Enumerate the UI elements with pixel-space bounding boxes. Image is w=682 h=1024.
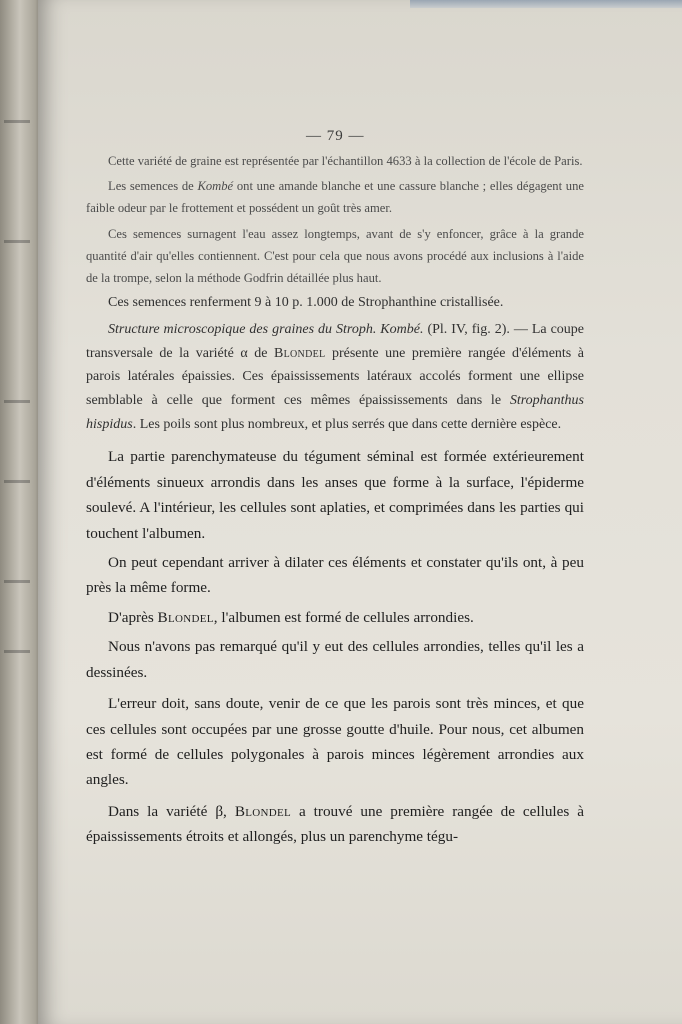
paragraph-8-end: , l'albumen est formé de cellules arrondies. xyxy=(213,608,474,626)
paragraph-8-start: D'après xyxy=(108,608,158,626)
paragraph-5-species-italic: Strophanthus hispidus xyxy=(86,393,584,432)
ghost-text-mark xyxy=(4,580,30,583)
paragraph-5-part-2: présente une première rangée d'éléments à parois latérales épaissies. Ces épaississements latéraux accolés forment une ellipse semblable à celle que forment ces mêmes épaississements dans le xyxy=(86,345,584,409)
paragraph-6: La partie parenchymateuse du tégument séminal est formée extérieurement d'éléments sinueux arrondis dans les anses que forme à la surface, l'épiderme soulevé. A l'intérieur, les cellules sont aplaties, et comprimées dans les parties qui touchent l'albumen. xyxy=(86,448,584,542)
paragraph-11-end: a trouvé une première rangée de cellules à épaississements étroits et allongés, plus un parenchyme tégu- xyxy=(86,802,584,846)
paragraph-3: Ces semences surnagent l'eau assez longtemps, avant de s'y enfoncer, grâce à la grande quantité d'air qu'elles contiennent. C'est pour cela que nous avons procédé aux inclusions à l'aide de la trompe, selon la méthode Godfrin détaillée plus haut. xyxy=(86,226,584,286)
paragraph-2-start: Les semences de xyxy=(108,179,198,194)
paragraph-5 xyxy=(86,318,584,437)
paragraph-10: L'erreur doit, sans doute, venir de ce que les parois sont très minces, et que ces cellules sont occupées par une grosse goutte d'huile. Pour nous, cet albumen est formé de cellules polygonales à parois minces légèrement arrondies aux angles. xyxy=(86,695,584,789)
ghost-text-mark xyxy=(4,120,30,123)
paragraph-1: Cette variété de graine est représentée par l'échantillon 4633 à la collection de l'école de Paris. xyxy=(108,154,583,168)
paragraph-11-start: Dans la variété β, xyxy=(108,802,235,820)
background-strip xyxy=(410,0,682,8)
paragraph-5-end: . Les poils sont plus nombreux, et plus serrés que dans cette dernière espèce. xyxy=(132,416,562,432)
page-number: — 79 — xyxy=(306,128,365,144)
ghost-text-mark xyxy=(4,650,30,653)
ghost-text-mark xyxy=(4,480,30,483)
paragraph-2 xyxy=(86,175,584,219)
paragraph-4: Ces semences renferment 9 à 10 p. 1.000 de Strophanthine cristallisée. xyxy=(108,295,504,311)
paragraph-11 xyxy=(86,799,584,850)
paragraph-5-italic-heading: Structure microscopique des graines du Stroph. Kombé. xyxy=(108,321,424,337)
paragraph-9: Nous n'avons pas remarqué qu'il y eut des cellules arrondies, telles qu'il les a dessinées. xyxy=(86,638,584,681)
paragraph-5-part-1: (Pl. IV, fig. 2). — La coupe transversale de la variété α de xyxy=(86,321,585,361)
paragraph-2-italic: Kombé xyxy=(197,179,234,194)
author-name-blondel: Blondel xyxy=(157,608,214,626)
ghost-text-mark xyxy=(4,400,30,403)
paragraph-7: On peut cependant arriver à dilater ces éléments et constater qu'ils ont, à peu près la même forme. xyxy=(86,554,584,597)
paragraph-2-end: ont une amande blanche et une cassure blanche ; elles dégagent une faible odeur par le frottement et possédent un goût très amer. xyxy=(86,179,584,216)
ghost-text-mark xyxy=(4,240,30,243)
page-body xyxy=(86,150,584,850)
author-name-blondel: Blondel xyxy=(273,345,326,361)
paragraph-8 xyxy=(86,605,584,630)
author-name-blondel: Blondel xyxy=(234,802,292,820)
